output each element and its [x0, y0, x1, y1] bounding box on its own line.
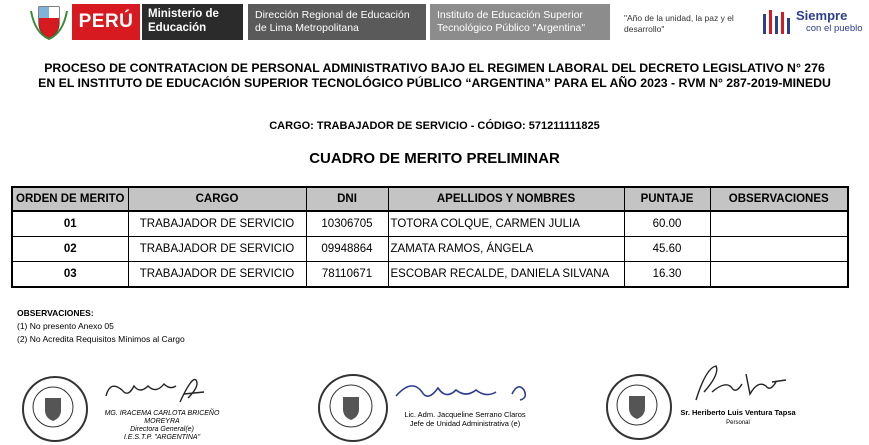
cell-orden: 03 — [12, 262, 128, 288]
observations-block — [17, 307, 185, 346]
observation-item: (1) No presento Anexo 05 — [17, 321, 114, 331]
table-row — [12, 211, 848, 237]
handwritten-signature-icon — [100, 372, 220, 408]
ministry-label: Ministerio de Educación — [142, 4, 243, 40]
signatory-role: Directora General(e) — [130, 426, 194, 433]
col-header-puntaje: PUNTAJE — [624, 187, 710, 211]
col-header-dni: DNI — [306, 187, 388, 211]
col-header-nombres: APELLIDOS Y NOMBRES — [388, 187, 624, 211]
header-banner — [0, 0, 869, 48]
signatory-name: Lic. Adm. Jacqueline Serrano Claros — [404, 410, 526, 419]
page-subtitle: CUADRO DE MERITO PRELIMINAR — [309, 150, 560, 167]
cell-cargo: TRABAJADOR DE SERVICIO — [128, 211, 306, 237]
col-header-orden: ORDEN DE MERITO — [12, 187, 128, 211]
cell-puntaje: 45.60 — [624, 237, 710, 262]
regional-direction-label: Dirección Regional de Educación de Lima Metropolitana — [248, 4, 426, 40]
brand-line1: Siempre — [796, 8, 848, 23]
title-line1: PROCESO DE CONTRATACION DE PERSONAL ADMINISTRATIVO BAJO EL REGIMEN LABORAL DEL DECRETO LEGISLATIVO N° 276 — [44, 61, 825, 75]
signature-block-administrative — [318, 370, 548, 442]
observation-item: (2) No Acredita Requisitos Mínimos al Cargo — [17, 334, 185, 344]
signatory-role: Personal — [726, 420, 750, 426]
signature-block-personal — [606, 362, 806, 442]
col-header-cargo: CARGO — [128, 187, 306, 211]
institution-seal-icon — [22, 376, 88, 442]
col-header-observaciones: OBSERVACIONES — [710, 187, 848, 211]
cell-observaciones — [710, 262, 848, 288]
cell-nombre: ESCOBAR RECALDE, DANIELA SILVANA — [388, 262, 624, 288]
cell-observaciones — [710, 237, 848, 262]
year-motto: "Año de la unidad, la paz y el desarrollo" — [624, 13, 734, 34]
handwritten-signature-icon — [676, 362, 796, 406]
institute-label: Instituto de Educación Superior Tecnológico Público "Argentina" — [430, 4, 610, 40]
cell-orden: 02 — [12, 237, 128, 262]
process-title — [0, 61, 869, 91]
table-header-row — [12, 187, 848, 211]
cell-cargo: TRABAJADOR DE SERVICIO — [128, 237, 306, 262]
cell-puntaje: 16.30 — [624, 262, 710, 288]
peru-coat-of-arms-icon — [27, 3, 71, 41]
handwritten-signature-icon — [392, 376, 542, 408]
table-row — [12, 237, 848, 262]
siempre-con-el-pueblo-logo-icon — [760, 8, 792, 38]
observations-heading: OBSERVACIONES: — [17, 308, 94, 318]
signatory-org: I.E.S.T.P. "ARGENTINA" — [123, 434, 201, 441]
institution-seal-icon — [606, 374, 672, 440]
signatory-name: MG. IRACEMA CARLOTA BRICEÑO MOREYRA — [104, 410, 220, 425]
signature-block-director — [22, 372, 232, 442]
cargo-code-line: CARGO: TRABAJADOR DE SERVICIO - CÓDIGO: 571211111825 — [269, 120, 600, 132]
cell-observaciones — [710, 211, 848, 237]
brand-line2: con el pueblo — [806, 23, 863, 34]
cell-cargo: TRABAJADOR DE SERVICIO — [128, 262, 306, 288]
cell-nombre: TOTORA COLQUE, CARMEN JULIA — [388, 211, 624, 237]
cell-dni: 09948864 — [306, 237, 388, 262]
peru-label: PERÚ — [72, 4, 140, 40]
cell-dni: 10306705 — [306, 211, 388, 237]
cell-puntaje: 60.00 — [624, 211, 710, 237]
cell-dni: 78110671 — [306, 262, 388, 288]
table-row — [12, 262, 848, 288]
institution-seal-icon — [318, 374, 388, 442]
cell-orden: 01 — [12, 211, 128, 237]
title-line2: EN EL INSTITUTO DE EDUCACIÓN SUPERIOR TECNOLÓGICO PÚBLICO “ARGENTINA” PARA EL AÑO 2023 - RVM N° 287-2019-MINEDU — [38, 76, 831, 90]
signatory-name: Sr. Heriberto Luis Ventura Tapsa — [680, 408, 796, 417]
merit-table — [11, 186, 849, 288]
cell-nombre: ZAMATA RAMOS, ÁNGELA — [388, 237, 624, 262]
signatory-role: Jefe de Unidad Administrativa (e) — [409, 419, 521, 428]
